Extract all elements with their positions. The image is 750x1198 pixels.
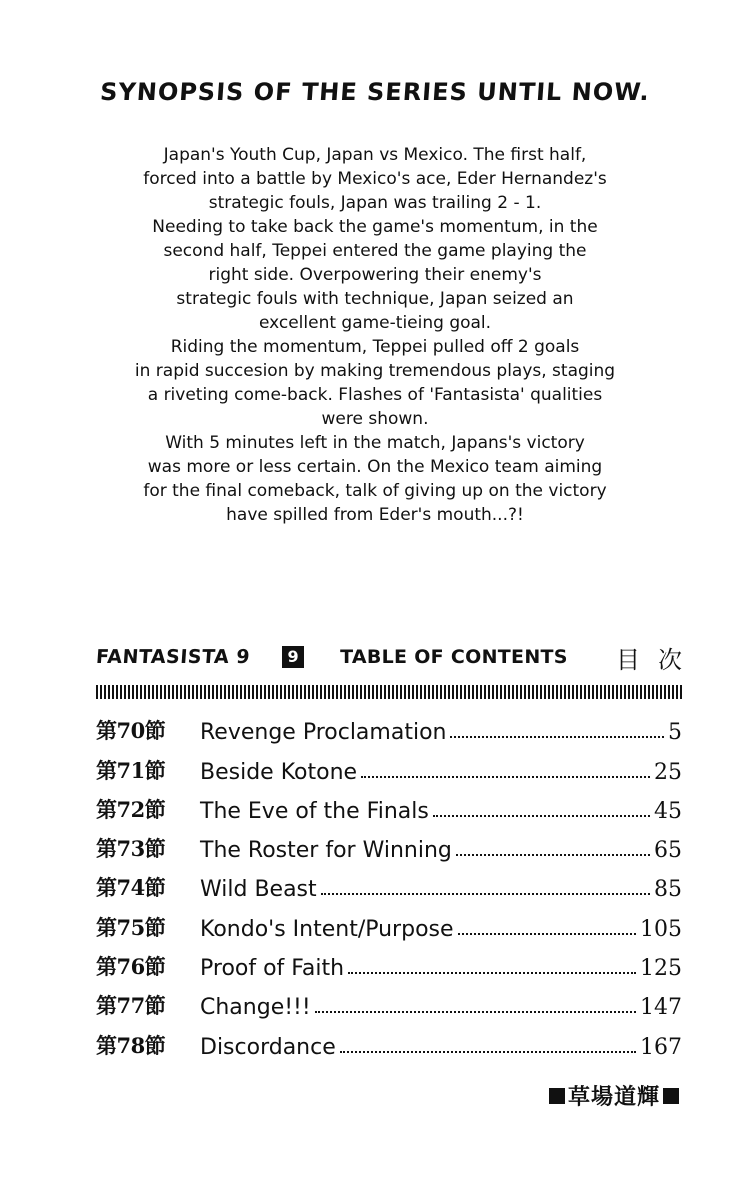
chapter-number: 第72節 bbox=[96, 796, 166, 822]
synopsis-title: SYNOPSIS OF THE SERIES UNTIL NOW. bbox=[99, 78, 651, 107]
dot-leader bbox=[361, 776, 650, 778]
toc-entry-71[interactable] bbox=[96, 751, 682, 790]
synopsis-line: strategic fouls, Japan was trailing 2 - 1. bbox=[208, 193, 542, 213]
chapter-page: 25 bbox=[654, 759, 682, 785]
chapter-number: 第78節 bbox=[96, 1032, 166, 1058]
toc-entry-75[interactable] bbox=[96, 908, 682, 947]
toc-entry-74[interactable] bbox=[96, 869, 682, 908]
chapter-number: 第73節 bbox=[96, 836, 166, 862]
toc-divider bbox=[96, 685, 682, 699]
toc-entry-73[interactable] bbox=[96, 830, 682, 869]
toc-heading-jp: 目次 bbox=[616, 645, 700, 674]
toc-entry-70[interactable] bbox=[96, 712, 682, 751]
synopsis-line: Riding the momentum, Teppei pulled off 2 goals bbox=[170, 337, 580, 357]
synopsis-line: With 5 minutes left in the match, Japans's victory bbox=[165, 433, 585, 453]
dot-leader bbox=[456, 854, 650, 856]
dot-leader bbox=[340, 1051, 636, 1053]
volume-badge: 9 bbox=[282, 646, 304, 668]
chapter-title: The Roster for Winning bbox=[200, 838, 452, 864]
dot-leader bbox=[315, 1011, 636, 1013]
chapter-title: Discordance bbox=[200, 1034, 336, 1060]
synopsis-line: forced into a battle by Mexico's ace, Eder Hernandez's bbox=[143, 169, 607, 189]
chapter-title: Beside Kotone bbox=[200, 759, 358, 785]
chapter-number: 第70節 bbox=[96, 718, 166, 744]
synopsis-line: right side. Overpowering their enemy's bbox=[208, 265, 542, 285]
black-square-icon bbox=[663, 1088, 679, 1104]
chapter-number: 第74節 bbox=[96, 875, 166, 901]
toc-entry-77[interactable] bbox=[96, 987, 682, 1026]
chapter-number: 第77節 bbox=[96, 993, 166, 1019]
synopsis-line: have spilled from Eder's mouth...?! bbox=[226, 505, 524, 525]
synopsis-line: in rapid succesion by making tremendous plays, staging bbox=[134, 361, 616, 381]
author-credit bbox=[546, 1080, 682, 1111]
chapter-page: 85 bbox=[654, 877, 682, 903]
chapter-title: Wild Beast bbox=[200, 877, 317, 903]
dot-leader bbox=[321, 893, 650, 895]
dot-leader bbox=[450, 736, 664, 738]
chapter-page: 45 bbox=[654, 798, 682, 824]
synopsis-line: was more or less certain. On the Mexico team aiming bbox=[147, 457, 603, 477]
chapter-page: 147 bbox=[640, 995, 682, 1021]
chapter-page: 125 bbox=[640, 956, 682, 982]
chapter-number: 第75節 bbox=[96, 914, 166, 940]
synopsis-line: strategic fouls with technique, Japan seized an bbox=[176, 289, 574, 309]
chapter-title: Change!!! bbox=[200, 995, 311, 1021]
chapter-title: Revenge Proclamation bbox=[200, 720, 447, 746]
synopsis-line: a riveting come-back. Flashes of 'Fantasista' qualities bbox=[147, 385, 603, 405]
chapter-page: 105 bbox=[640, 916, 682, 942]
toc-header bbox=[95, 642, 700, 674]
author-name: 草場道輝 bbox=[567, 1084, 660, 1110]
chapter-number: 第71節 bbox=[96, 757, 166, 783]
synopsis-line: Needing to take back the game's momentum, in the bbox=[152, 217, 598, 237]
synopsis-line: were shown. bbox=[321, 409, 429, 429]
chapter-title: The Eve of the Finals bbox=[200, 798, 429, 824]
chapter-page: 5 bbox=[668, 720, 682, 746]
toc-entry-72[interactable] bbox=[96, 791, 682, 830]
synopsis-line: excellent game-tieing goal. bbox=[258, 313, 492, 333]
dot-leader bbox=[433, 815, 650, 817]
chapter-title: Proof of Faith bbox=[200, 956, 345, 982]
chapter-title: Kondo's Intent/Purpose bbox=[200, 916, 454, 942]
chapter-page: 65 bbox=[654, 838, 682, 864]
toc-heading: TABLE OF CONTENTS bbox=[340, 646, 568, 668]
toc-entry-76[interactable] bbox=[96, 948, 682, 987]
chapter-page: 167 bbox=[640, 1034, 682, 1060]
synopsis-body bbox=[60, 143, 690, 527]
toc-list bbox=[96, 712, 682, 1066]
series-title: FANTASISTA 9 bbox=[95, 646, 251, 668]
black-square-icon bbox=[549, 1088, 565, 1104]
synopsis-line: second half, Teppei entered the game playing the bbox=[163, 241, 587, 261]
dot-leader bbox=[458, 933, 636, 935]
dot-leader bbox=[348, 972, 636, 974]
synopsis-line: for the final comeback, talk of giving up on the victory bbox=[143, 481, 607, 501]
synopsis-line: Japan's Youth Cup, Japan vs Mexico. The first half, bbox=[163, 145, 587, 165]
chapter-number: 第76節 bbox=[96, 954, 166, 980]
toc-entry-78[interactable] bbox=[96, 1026, 682, 1065]
